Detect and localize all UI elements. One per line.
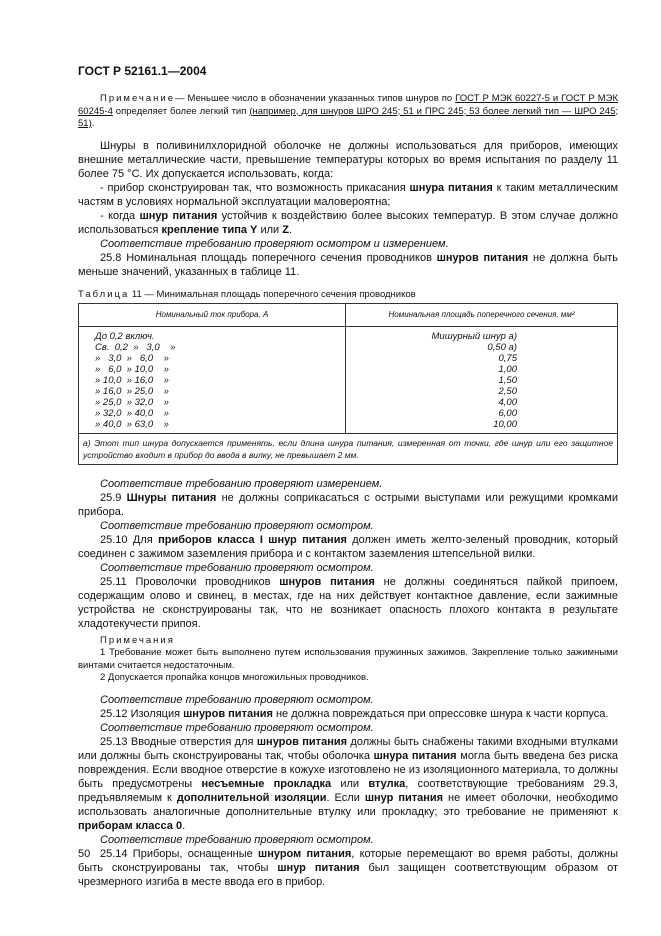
table-cell-current: До 0,2 включ. bbox=[95, 330, 155, 342]
clause-25-11: 25.11 Проволочки проводников шнуров питания не должны соединяться пайкой припоем, содержащим олово и свинец, в местах, где на них действует контактное давление, если зажимные устройства не сконструированы так, что не возникает опасность плохого контакта в результате хладотекучести припоя. bbox=[78, 575, 618, 630]
compliance-note: Соответствие требованию проверяют осмотром. bbox=[100, 561, 374, 574]
table-footnote: a) Этот тип шнура допускается применять, если длина шнура питания, измеренная от точки, где шнур или его защитное устройство входит в прибор до ввода в вилку, не превышает 2 мм. bbox=[79, 433, 618, 464]
clause-25-8: 25.8 Номинальная площадь поперечного сечения проводников шнуров питания не должна быть меньше значений, указанных в таблице 11. bbox=[78, 251, 619, 278]
notes-label: Примечания bbox=[100, 634, 175, 646]
clause-25-12: 25.12 Изоляция шнуров питания не должна повреждаться при опрессовке шнура к части корпуса. bbox=[100, 707, 609, 720]
clause-25-10: 25.10 Для приборов класса I шнур питания должен иметь желто-зеленый проводник, который соединен с зажимом заземления прибора и с контактом заземления штепсельной вилки. bbox=[78, 533, 619, 560]
table-11 bbox=[78, 303, 618, 465]
table-cell-area: 0,50 a) bbox=[487, 341, 517, 353]
compliance-note: Соответствие требованию проверяют осмотром. bbox=[100, 721, 374, 734]
table-cell-area: 4,00 bbox=[498, 396, 517, 408]
note-1: 1 Требование может быть выполнено путем использования пружинных зажимов. Закрепление только зажимными винтами считается недостаточным. bbox=[78, 647, 618, 671]
paragraph: - когда шнур питания устойчив к воздействию более высоких температур. В этом случае должно использоваться крепление типа Y или Z. bbox=[78, 209, 618, 236]
clause-25-13: 25.13 Вводные отверстия для шнуров питания должны быть снабжены такими входными втулками или должны быть сконструированы так, чтобы оболочка шнура питания могла быть введена без риска повреждения. Если вводное отверстие в кожухе изготовлено не из изоляционного материала, то должны быть предусмотрены несъемные прокладка или втулка, соответствующие требованиям 29.3, предъявляемым к дополнительной изоляции. Если шнур питания не имеет оболочки, необходимо использовать аналогичные дополнительные втулку или прокладку; это требование не применяют к приборам класса 0. bbox=[78, 735, 619, 832]
table-cell-current: » 25,0 » 32,0 » bbox=[95, 396, 169, 408]
table-col-area bbox=[346, 326, 618, 433]
table-cell-area: 0,75 bbox=[498, 352, 517, 364]
table-cell-area: 10,00 bbox=[493, 418, 517, 430]
table-cell-current: » 16,0 » 25,0 » bbox=[95, 385, 169, 397]
clause-25-9: 25.9 Шнуры питания не должны соприкасаться с острыми выступами или режущими кромками прибора. bbox=[78, 491, 618, 518]
table-cell-current: Св. 0,2 » 3,0 » bbox=[95, 341, 176, 353]
table-cell-current: » 6,0 » 10,0 » bbox=[95, 363, 169, 375]
compliance-note: Соответствие требованию проверяют осмотром. bbox=[100, 833, 374, 846]
table-header-area: Номинальная площадь поперечного сечения, мм² bbox=[346, 303, 618, 326]
paragraph: - прибор сконструирован так, что возможность прикасания шнура питания к таким металлическим частям в условиях нормальной эксплуатации маловероятна; bbox=[78, 181, 619, 208]
paragraph: Шнуры в поливинилхлоридной оболочке не должны использоваться для приборов, имеющих внешние металлические части, превышение температуры которых во время испытания по разделу 11 более 75 °С. Их допускается использовать, когда: bbox=[78, 139, 618, 180]
table-cell-current: » 10,0 » 16,0 » bbox=[95, 374, 169, 386]
clause-25-14: 25.14 Приборы, оснащенные шнуром питания, которые перемещают во время работы, должны быть сконструированы так, чтобы шнур питания был защищен соответствующим образом от чрезмерного изгиба в месте ввода его в прибор. bbox=[78, 847, 618, 888]
document-header: ГОСТ Р 52161.1—2004 bbox=[78, 64, 207, 78]
page-number: 50 bbox=[78, 848, 91, 860]
table-cell-current: » 40,0 » 63,0 » bbox=[95, 418, 169, 430]
table-cell-area: 1,00 bbox=[498, 363, 517, 375]
compliance-note: Соответствие требованию проверяют измерением. bbox=[100, 477, 383, 490]
table-caption: Таблица 11 — Минимальная площадь поперечного сечения проводников bbox=[78, 288, 416, 300]
note-top: Примечание— Меньшее число в обозначении указанных типов шнуров по ГОСТ Р МЭК 60227-5 и ГОСТ Р МЭК 60245-4 определяет более легкий тип (например, для шнуров ШРО 245; 51 и ПРС 245; 53 более легкий тип — ШРО 245; 51). bbox=[78, 93, 618, 129]
note-2: 2 Допускается пропайка концов многожильных проводников. bbox=[100, 672, 369, 683]
table-header-current: Номинальный ток прибора, А bbox=[79, 303, 346, 326]
compliance-note: Соответствие требованию проверяют осмотром и измерением. bbox=[100, 237, 449, 250]
page-body bbox=[78, 93, 618, 889]
table-cell-area: 6,00 bbox=[498, 407, 517, 419]
compliance-note: Соответствие требованию проверяют осмотром. bbox=[100, 693, 374, 706]
table-cell-current: » 32,0 » 40,0 » bbox=[95, 407, 169, 419]
table-cell-current: » 3,0 » 6,0 » bbox=[95, 352, 169, 364]
table-cell-area: 2,50 bbox=[498, 385, 517, 397]
table-cell-area: 1,50 bbox=[498, 374, 517, 386]
compliance-note: Соответствие требованию проверяют осмотром. bbox=[100, 519, 374, 532]
table-cell-area: Мишурный шнур a) bbox=[431, 330, 517, 342]
table-col-current bbox=[79, 326, 346, 433]
